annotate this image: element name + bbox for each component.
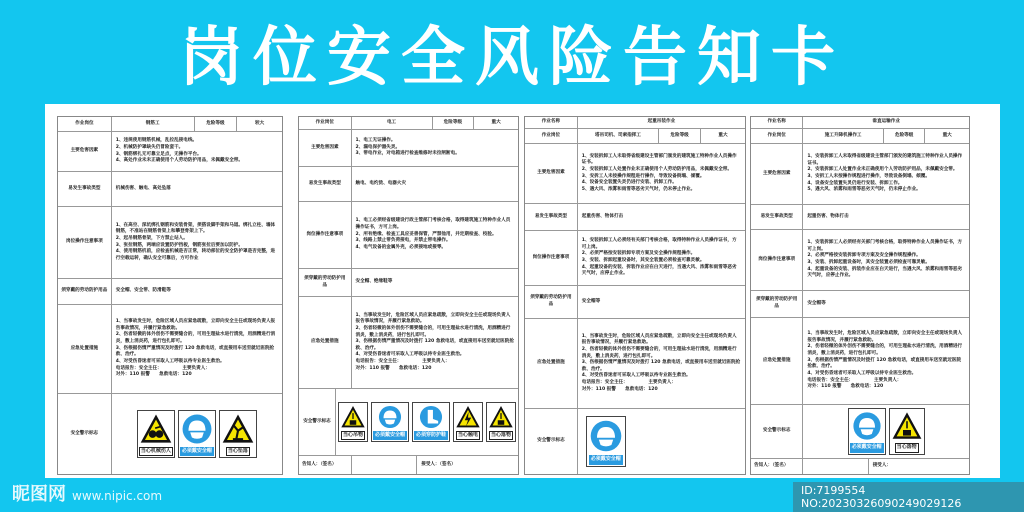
info-row xyxy=(525,204,745,231)
content-line: 3、安装、拆卸起重设备时，其安全装置必须检查可靠灵敏。 xyxy=(581,258,705,263)
row-label: 须穿戴的劳动防护用品 xyxy=(58,279,112,304)
content-line: 起重伤害、物体打击 xyxy=(807,213,849,219)
content-line: 2、伤者轻微的体外创伤不需要缝合的，可用生理盐水进行清洗，用酒精进行消炎，敷上消炎药，进行包扎即可。 xyxy=(115,332,276,345)
row-content xyxy=(803,230,969,290)
info-row xyxy=(58,132,282,172)
row-content xyxy=(578,204,745,230)
content-line: 2、伤者轻微的体外创伤不需要缝合的，可用生理盐水进行清洗，用酒精进行消炎，敷上消炎药，进行包扎即可。 xyxy=(355,325,511,338)
row-label: 须穿戴的劳动防护用品 xyxy=(751,291,803,317)
row-content xyxy=(352,202,518,268)
row-content xyxy=(112,132,282,171)
level-value: 重大 xyxy=(718,132,728,138)
notifier-signature[interactable]: 告知人：（签名） xyxy=(751,459,803,474)
content-line: 安全帽等 xyxy=(807,300,826,306)
row-label: 易发生事故类型 xyxy=(525,204,578,230)
safety-sign xyxy=(848,408,886,454)
sign-caption: 当心吊物 xyxy=(341,431,365,440)
content-line: 3、安拆工人未按操作规程进行操作，导致设备倒塌、倾覆。 xyxy=(581,173,705,179)
helmet-icon xyxy=(377,404,403,430)
info-row xyxy=(58,207,282,279)
content-line: 2、起吊钢筋骨架，下方禁止站人。 xyxy=(115,235,188,241)
content-line: 起重伤害、物体打击 xyxy=(581,213,624,219)
boot-icon xyxy=(418,404,444,430)
content-line: 1、安装拆卸工人未取得省级建设主管部门颁发的建筑施工特种作业人员操作证书。 xyxy=(581,153,737,166)
signs-label: 安全警示标志 xyxy=(525,409,578,474)
row-content xyxy=(112,207,282,278)
content-line: 4、对受伤昏迷者可采取人工呼吸以待专业医生救治。 xyxy=(581,373,691,379)
sign-caption: 必须戴安全帽 xyxy=(850,443,884,452)
sign-caption: 必须穿防护鞋 xyxy=(414,431,448,440)
row-content xyxy=(578,144,745,203)
signs-list xyxy=(578,409,745,474)
sign-caption: 当心机械伤人 xyxy=(139,447,173,456)
falling-object-icon xyxy=(891,410,923,442)
content-line: 电话报告：安全主任： 主要负责人： xyxy=(115,365,210,371)
info-row xyxy=(751,291,969,318)
row-content xyxy=(112,279,282,304)
content-line: 4、对受伤昏迷者可采取人工呼吸以待专业医生救治。 xyxy=(115,358,225,364)
info-row xyxy=(525,144,745,204)
row-content xyxy=(578,319,745,408)
content-line: 电话报告：安全主任： 主要负责人： xyxy=(355,359,450,365)
content-line: 1、安装拆卸工人未取得省级建设主管部门颁发的建筑施工特种作业人员操作证书。 xyxy=(807,154,963,166)
sign-caption: 必须戴安全帽 xyxy=(180,447,214,456)
post-label: 作业岗位 xyxy=(58,117,112,131)
work-name: 垂直运输作业 xyxy=(872,119,900,125)
helmet-icon xyxy=(851,410,883,442)
safety-sign xyxy=(486,402,516,442)
content-line: 2、安装拆卸工人处置作业未正确使用个人劳动防护用品，未佩戴安全带。 xyxy=(581,166,732,172)
row-content xyxy=(352,269,518,296)
post-label: 作业岗位 xyxy=(525,129,578,143)
info-row xyxy=(751,205,969,230)
content-line: 2、必须严格按安装拆卸专项方案及安全操作规程操作。 xyxy=(807,253,921,259)
header-post-row xyxy=(58,117,282,132)
row-content xyxy=(352,297,518,388)
content-line: 2、机械防护罩缺失仍冒险蛮干。 xyxy=(115,144,184,150)
row-label: 应急处置措施 xyxy=(751,318,803,404)
info-row xyxy=(751,144,969,205)
safety-sign xyxy=(371,402,409,442)
risk-card xyxy=(298,116,519,475)
sign-caption: 当心触电 xyxy=(456,431,480,440)
level-label: 危险等级 xyxy=(659,129,701,143)
content-line: 1、当事故发生时，危险区域人员应紧急疏散，立即向安全主任或现场负责人报告事故情况，并履行紧急救助。 xyxy=(581,333,737,346)
row-content xyxy=(803,144,969,204)
row-label: 应急处置措施 xyxy=(58,305,112,393)
row-content xyxy=(578,286,745,318)
row-label: 主要危害因素 xyxy=(58,132,112,171)
signs-label: 安全警示标志 xyxy=(58,394,112,474)
info-row xyxy=(58,172,282,207)
page-title: 岗位安全风险告知卡 xyxy=(179,21,845,95)
signs-list xyxy=(803,405,969,458)
row-content xyxy=(112,305,282,393)
content-line: 对外：110 报警 急救电话：120 xyxy=(581,386,658,392)
content-line: 对外：110 报警 急救电话：120 xyxy=(115,372,192,378)
signs-row xyxy=(299,389,518,456)
signs-label: 安全警示标志 xyxy=(751,405,803,458)
content-line: 对外：110 报警 急救电话：120 xyxy=(355,365,432,371)
row-label: 应急处置措施 xyxy=(525,319,578,408)
level-label: 危险等级 xyxy=(884,129,925,143)
content-line: 3、张拉钢筋，两端应设置防护挡板，钢筋张拉后要加以防护。 xyxy=(115,242,243,248)
content-line: 安全帽、安全带、防滑鞋等 xyxy=(115,288,171,294)
content-line: 4、设备安全装置失灵仍进行安装、拆卸工作。 xyxy=(581,180,677,186)
content-line: 2、所有绝缘、检查工具应妥善保管，严禁他用，并定期检查、校验。 xyxy=(355,231,497,237)
content-line: 1、当事故发生时，危险区域人员应紧急疏散，立即向安全主任或现场负责人报告事故情况，并履行紧急救助。 xyxy=(115,319,276,331)
sign-caption: 当心坠落 xyxy=(226,447,250,456)
content-line: 安全帽等 xyxy=(581,298,601,304)
content-line: 1、电工必须经省级建设行政主管部门考核合格，取得建筑施工特种作业人员操作证书，方可上岗。 xyxy=(355,218,511,231)
row-label: 主要危害因素 xyxy=(525,144,578,203)
watermark-site-name: 昵图网 xyxy=(12,484,66,505)
content-line: 1、当事故发生时，危险区域人员应紧急疏散，立即向安全主任或现场负责人报告事故情况，并履行紧急救助。 xyxy=(807,331,963,343)
content-line: 4、电气设备的金属外壳，必须接地或接零。 xyxy=(355,244,447,250)
row-label: 须穿戴的劳动防护用品 xyxy=(299,269,352,296)
content-line: 安全帽、绝缘鞋等 xyxy=(355,279,393,285)
risk-card xyxy=(524,116,746,475)
info-row xyxy=(58,279,282,305)
row-label: 主要危害因素 xyxy=(299,130,352,166)
signs-label: 安全警示标志 xyxy=(299,389,336,455)
content-line: 2、必须严格按安装拆卸专项方案及安全操作规程操作。 xyxy=(581,251,696,257)
content-line: 1、电工无证操作。 xyxy=(355,138,396,144)
name-label: 作业名称 xyxy=(525,117,578,128)
content-line: 2、伤者轻微的体外创伤不需要缝合的，可用生理盐水进行清洗，用酒精进行消炎，敷上消炎药，进行包扎即可。 xyxy=(581,346,737,359)
work-name: 起重吊装作业 xyxy=(647,119,676,125)
row-label: 须穿戴的劳动防护用品 xyxy=(525,286,578,318)
notifier-blank[interactable] xyxy=(803,459,868,474)
content-line: 电话报告：安全主任： 主要负责人： xyxy=(807,377,902,383)
safety-sign xyxy=(219,410,257,458)
content-line: 3、带电作业，对电箱进行检查维修时未拉闸断电。 xyxy=(355,151,460,157)
safety-sign xyxy=(137,410,175,458)
info-row xyxy=(751,318,969,405)
content-line: 5、遇大风、浓雾和雨雪等恶劣天气时，仍未停止作业。 xyxy=(807,187,921,193)
level-value: 重大 xyxy=(491,119,501,125)
content-line: 2、伤者轻微的体外创伤不需要缝合的，可用生理盐水进行清洗，用酒精进行消炎，敷上消炎药，进行包扎即可。 xyxy=(807,344,963,357)
watermark-id: ID:7199554 NO:20230326090249029126 xyxy=(793,482,1024,512)
fall-icon xyxy=(221,412,255,446)
sign-caption: 当心落物 xyxy=(489,431,513,440)
signs-list xyxy=(112,394,282,474)
receiver-signature[interactable]: 接受人： xyxy=(872,463,892,469)
row-content xyxy=(352,130,518,166)
level-label: 危险等级 xyxy=(433,117,475,129)
level-label: 危险等级 xyxy=(195,117,238,131)
info-row xyxy=(299,202,518,269)
header-post-row xyxy=(751,129,969,144)
signs-row xyxy=(525,409,745,474)
machine-injury-icon xyxy=(139,412,173,446)
content-line: 4、对受伤昏迷者可采取人工呼吸以待专业医生救治。 xyxy=(807,370,917,376)
footer-row xyxy=(751,459,969,474)
signs-row xyxy=(751,405,969,459)
row-label: 岗位操作注意事项 xyxy=(751,230,803,290)
header-post-row xyxy=(299,117,518,130)
info-row xyxy=(525,319,745,409)
risk-card xyxy=(750,116,970,475)
content-line: 对外：110 报警 急救电话：120 xyxy=(807,384,884,390)
level-value: 较大 xyxy=(254,120,265,126)
row-content xyxy=(112,172,282,206)
footer-row xyxy=(299,456,518,474)
row-label: 易发生事故类型 xyxy=(751,205,803,229)
info-row xyxy=(525,231,745,286)
row-label: 主要危害因素 xyxy=(751,144,803,204)
signs-row xyxy=(58,394,282,474)
content-line: 4、起重设备的安装、拆装作业应在白天进行，当遇大风、浓雾和雨雪等恶劣天气时，应停止作业。 xyxy=(807,266,963,279)
safety-sign xyxy=(889,408,925,454)
content-line: 3、安装、拆卸起重设备时，其安全装置必须检查可靠灵敏。 xyxy=(807,260,930,265)
signs-list xyxy=(336,389,518,455)
content-line: 4、设备安全装置失灵仍进行安装、拆卸工作。 xyxy=(807,180,903,186)
sign-caption: 必须戴安全帽 xyxy=(373,431,407,440)
watermark-url: www.nipic.com xyxy=(72,489,163,503)
watermark-site xyxy=(12,480,162,506)
content-line: 2、安装拆卸工人处置作业未正确使用个人劳动防护用品，未佩戴安全带。 xyxy=(807,167,958,173)
content-line: 4、高处作业未未正确使用个人劳动防护用品，未佩戴安全带。 xyxy=(115,158,243,164)
row-label: 岗位操作注意事项 xyxy=(299,202,352,268)
content-line: 2、漏电保护器失灵。 xyxy=(355,144,401,150)
helmet-icon xyxy=(588,418,624,454)
post-label: 作业岗位 xyxy=(299,117,352,129)
row-content xyxy=(803,205,969,229)
post-label: 作业岗位 xyxy=(751,129,803,143)
info-row xyxy=(299,297,518,389)
sign-caption: 必须戴安全帽 xyxy=(589,455,623,464)
content-line: 3、线路上禁止带负荷接电，并禁止带电操作。 xyxy=(355,238,451,244)
safety-sign xyxy=(586,416,626,466)
post-value: 电工 xyxy=(352,117,433,129)
content-line: 1、违规使用钢筋机械，乱拉乱接电线。 xyxy=(115,138,198,144)
info-row xyxy=(525,286,745,319)
notifier-signature[interactable]: 告知人：（签名） xyxy=(299,456,352,474)
info-row xyxy=(299,130,518,167)
safety-sign xyxy=(412,402,450,442)
falling-object-icon xyxy=(488,404,514,430)
post-value: 施工升降机操作工 xyxy=(803,129,884,143)
electric-shock-icon xyxy=(455,404,481,430)
level-value: 重大 xyxy=(942,132,952,138)
row-content xyxy=(803,291,969,317)
content-line: 1、安装拆卸工人必须经有关部门考核合格，取得特种作业人员操作证书，方可上岗。 xyxy=(581,238,737,250)
content-line: 1、当事故发生时，危险区域人员应紧急疏散，立即向安全主任或现场负责人报告事故情况，并履行紧急救助。 xyxy=(355,312,511,325)
row-label: 岗位操作注意事项 xyxy=(58,207,112,278)
row-label: 应急处置措施 xyxy=(299,297,352,388)
helmet-icon xyxy=(180,412,214,446)
row-content xyxy=(578,231,745,285)
name-label: 作业名称 xyxy=(751,117,803,128)
sign-caption: 当心落物 xyxy=(895,443,919,452)
info-row xyxy=(58,305,282,394)
safety-sign xyxy=(338,402,368,442)
info-row xyxy=(299,269,518,297)
header-name-row xyxy=(525,117,745,129)
content-line: 4、对受伤昏迷者可采取人工呼吸以待专业医生救治。 xyxy=(355,352,465,358)
content-line: 触电、电灼烫、电器火灾 xyxy=(355,180,407,186)
content-line: 3、伤根据伤情严重情况及时拨打 120 急救电话，或直接用车送至就近医院抢救、治疗。 xyxy=(355,339,514,351)
row-label: 岗位操作注意事项 xyxy=(525,231,578,285)
safety-sign xyxy=(453,402,483,442)
info-row xyxy=(299,167,518,202)
header-post-row xyxy=(525,129,745,144)
receiver-signature[interactable]: 接受人：（签名） xyxy=(421,461,456,467)
content-line: 3、伤根据伤情严重情况及时拨打 120 急救电话，或直接用车送至就近医院抢救、治疗。 xyxy=(115,345,275,358)
risk-card xyxy=(57,116,283,475)
content-line: 1、在高空、深坑绑扎钢筋和安装骨架，须搭设脚手架和马道。绑扎立柱、墙体钢筋，不准站在钢筋骨架上和攀登骨架上下。 xyxy=(115,222,276,235)
content-line: 3、伤根据伤情严重情况及时拨打 120 急救电话，或直接用车送至就近医院抢救、治疗。 xyxy=(581,360,741,372)
hanging-load-icon xyxy=(340,404,366,430)
row-label: 易发生事故类型 xyxy=(299,167,352,201)
safety-sign xyxy=(178,410,216,458)
content-line: 机械伤害、触电、高处坠落 xyxy=(115,185,171,191)
content-line: 5、遇大风、浓雾和雨雪等恶劣天气时，仍未停止作业。 xyxy=(581,186,696,192)
content-line: 3、钢筋绑扎无可靠立足点，无操作平台。 xyxy=(115,151,202,157)
row-content xyxy=(803,318,969,404)
row-label: 易发生事故类型 xyxy=(58,172,112,206)
content-line: 3、安拆工人未按操作规程进行操作，导致设备倒塌、倾覆。 xyxy=(807,174,930,179)
content-line: 4、起重设备的安装、拆装作业应在白天进行，当遇大风、浓雾和雨雪等恶劣天气时，应停止作业。 xyxy=(581,264,737,277)
content-line: 1、安装拆卸工人必须经有关部门考核合格，取得特种作业人员操作证书，方可上岗。 xyxy=(807,240,963,252)
info-row xyxy=(751,230,969,291)
notifier-blank[interactable] xyxy=(352,456,418,474)
post-value: 钢筋工 xyxy=(112,117,195,131)
row-content xyxy=(352,167,518,201)
content-line: 4、使用钢筋机前，应检查机械是否正常，转动部位的安全防护罩是否完整，进行空载运转，确认安全可靠后，方可作业 xyxy=(115,249,276,261)
content-line: 电话报告：安全主任： 主要负责人： xyxy=(581,380,676,386)
content-line: 3、伤根据伤情严重情况及时拨打 120 急救电话，或直接用车送至就近医院抢救、治疗。 xyxy=(807,357,962,370)
header-name-row xyxy=(751,117,969,129)
post-value: 塔吊司机、司索指挥工 xyxy=(578,129,659,143)
